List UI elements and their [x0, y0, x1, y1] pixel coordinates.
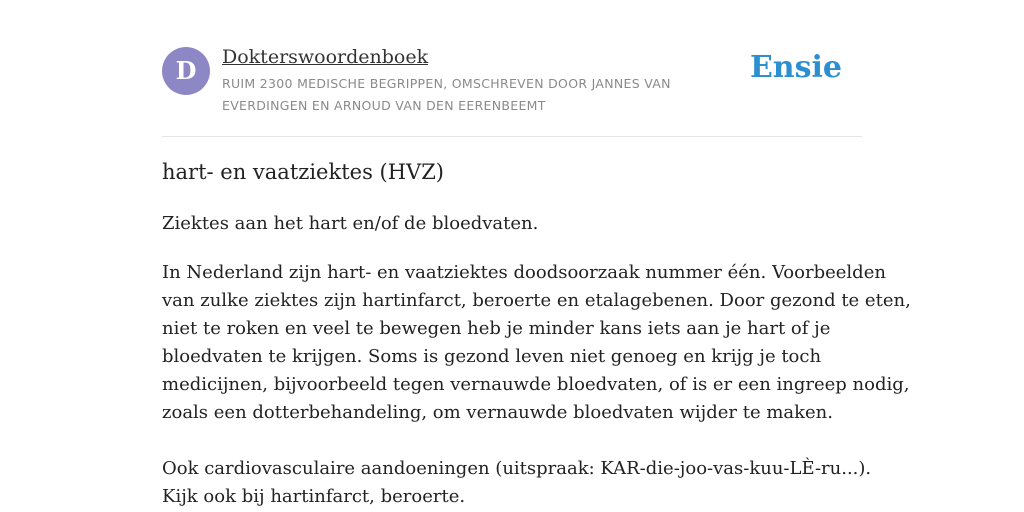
see-also-link-hartinfarct[interactable]: hartinfarct: [270, 486, 370, 507]
paragraph-line: zoals een dotterbehandeling, om vernauwde bloedvaten wijder te maken.: [162, 402, 834, 423]
dictionary-header: [162, 44, 862, 137]
dictionary-description: RUIM 2300 MEDISCHE BEGRIPPEN, OMSCHREVEN DOOR JANNES VAN EVERDINGEN EN ARNOUD VAN DEN EERENBEEMT: [222, 76, 671, 113]
also-known-as: Ook cardiovasculaire aandoeningen (uitspraak: KAR-die-joo-vas-kuu-LÈ-ru...).: [162, 458, 872, 479]
see-also-separator: ,: [369, 486, 381, 507]
entry-body: [162, 259, 911, 512]
entry-title: hart- en vaatziektes (HVZ): [162, 160, 444, 184]
paragraph-line: niet te roken en veel te bewegen heb je minder kans iets aan je hart of je: [162, 318, 831, 339]
dictionary-name-link[interactable]: Dokterswoordenboek: [222, 46, 429, 68]
paragraph-line: van zulke ziektes zijn hartinfarct, beroerte en etalagebenen. Door gezond te eten,: [162, 290, 911, 311]
entry-paragraph: [162, 259, 911, 427]
short-definition: Ziektes aan het hart en/of de bloedvaten.: [162, 213, 539, 234]
dictionary-avatar[interactable]: D: [162, 47, 210, 95]
see-also-link-beroerte[interactable]: beroerte: [380, 486, 460, 507]
paragraph-line: In Nederland zijn hart- en vaatziektes doodsoorzaak nummer één. Voorbeelden: [162, 262, 886, 283]
also-paragraph: [162, 455, 874, 511]
ensie-logo[interactable]: Ensie: [749, 50, 842, 85]
paragraph-line: medicijnen, bijvoorbeeld tegen vernauwde bloedvaten, of is er een ingreep nodig,: [162, 374, 910, 395]
see-also-end: .: [459, 486, 466, 507]
see-also: [162, 483, 874, 511]
paragraph-line: bloedvaten te krijgen. Soms is gezond leven niet genoeg en krijg je toch: [162, 346, 822, 367]
see-also-prefix: Kijk ook bij: [162, 486, 271, 507]
